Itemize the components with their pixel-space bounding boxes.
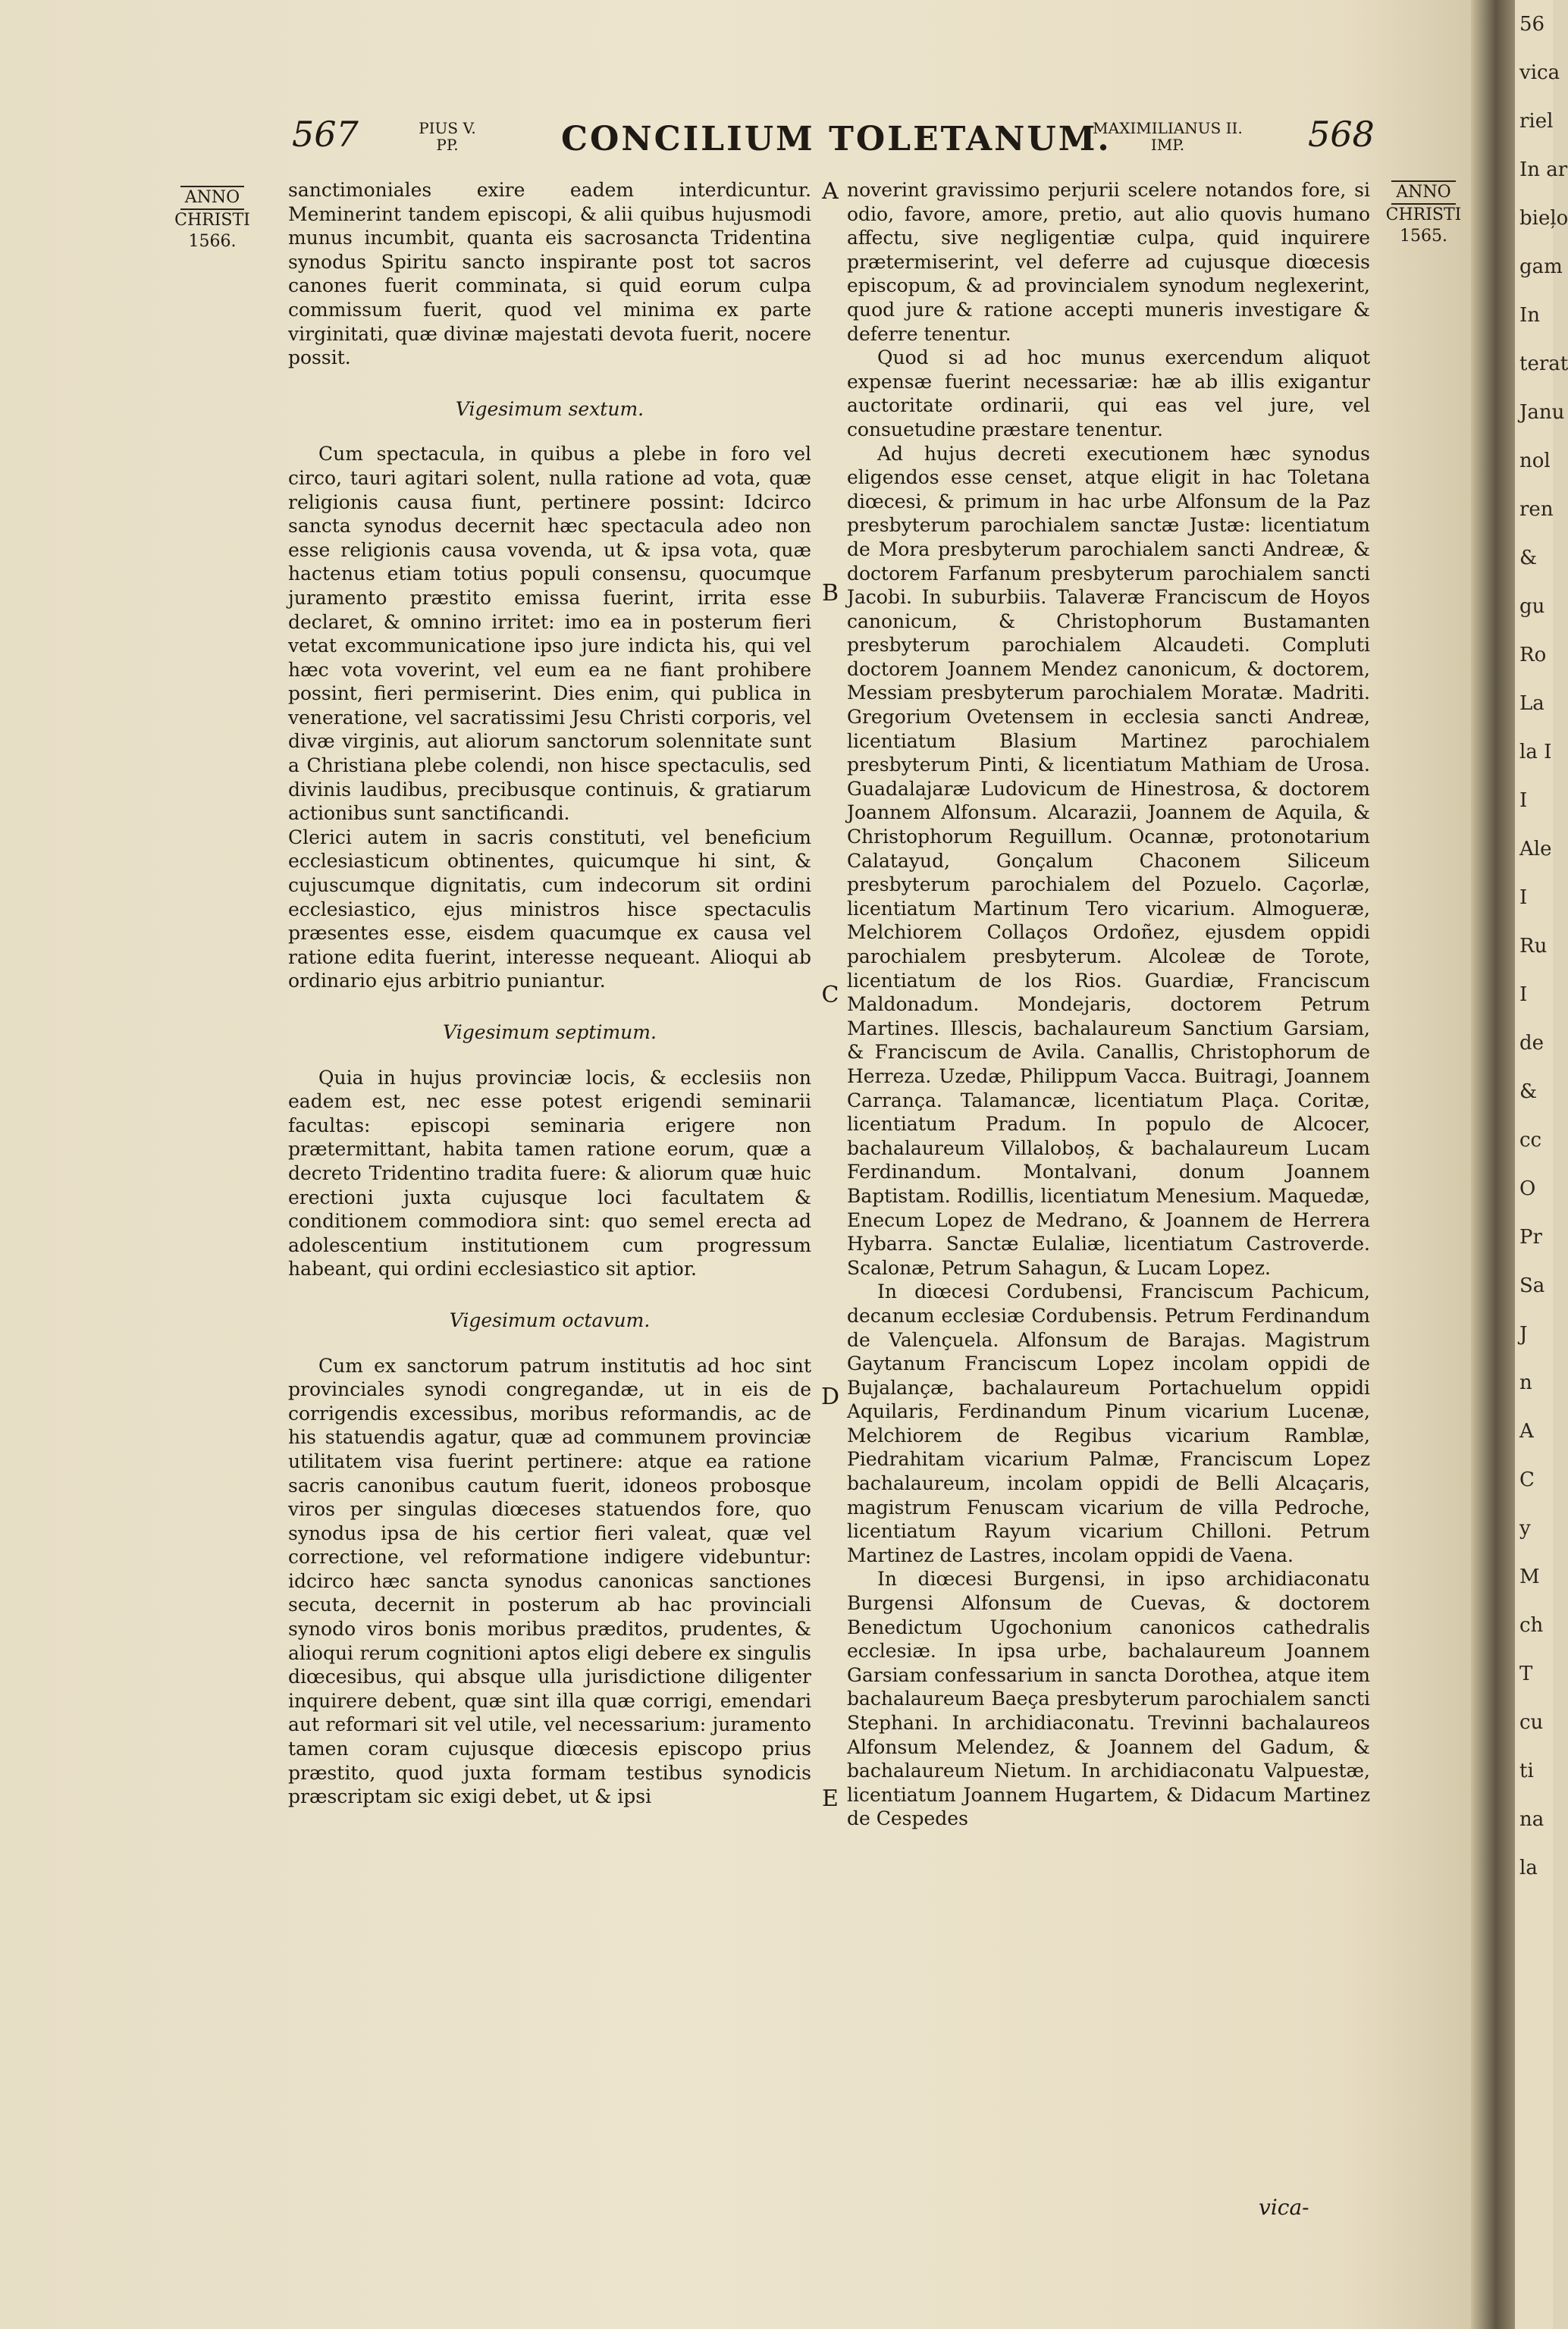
edge-fragment: & (1519, 1080, 1538, 1103)
edge-fragment: y (1519, 1517, 1531, 1540)
edge-fragment: ren (1519, 498, 1554, 521)
facing-page-edge (1515, 0, 1568, 2329)
edge-fragment: gam (1519, 255, 1563, 278)
edge-fragment: 56 (1519, 13, 1545, 36)
edge-fragment: na (1519, 1808, 1544, 1831)
edge-fragment: Sa (1519, 1274, 1545, 1297)
edge-fragment: A (1519, 1420, 1534, 1443)
edge-fragment: riel (1519, 110, 1554, 133)
left-column (288, 178, 811, 1809)
section-heading: Vigesimum sextum. (455, 397, 644, 420)
paragraph: In diœcesi Burgensi, in ipso archidiaconatu Burgensi Alfonsum de Cuevas, & doctorem Benedictum Ugochonium canonicos cathedralis ecclesiæ. In ipsa urbe, bachalaureum Joannem Garsiam confessarium in sancta Dorothea, atque item bachalaureum Baeça presbyterum parochialem sancti Stephani. In archidiaconatu. Trevinni bachalaureos Alfonsum Melendez, & Joannem del Gadum, & bachalaureum Nietum. In archidiaconatu Valpuestæ, licentiatum Joannem Hugartem, & Didacum Martinez de Cespedes (847, 1568, 1370, 1830)
running-header (0, 114, 1490, 167)
edge-fragment: cu (1519, 1711, 1544, 1734)
page-number-right: 568 (1308, 114, 1375, 155)
right-column (847, 178, 1370, 1831)
margin-note-right: ANNO CHRISTI 1565. (1376, 180, 1471, 247)
pius-header: PIUS V. PP. (419, 119, 476, 154)
edge-fragment: Ru (1519, 935, 1548, 958)
edge-fragment: bieļo (1519, 207, 1568, 230)
edge-fragment: terat (1519, 353, 1568, 375)
edge-fragment: I (1519, 886, 1528, 909)
edge-fragment: In (1519, 304, 1541, 327)
paragraph: Quia in hujus provinciæ locis, & ecclesiis non eadem est, nec esse potest erigendi seminarii facultas: episcopi seminaria erigere non prætermittant, habita tamen ratione eorum, quæ a decreto Tridentino tradita fuere: & aliorum quæ huic erectioni juxta cujusque loci facultatem & conditionem commodiora sint: quo semel erecta ad adolescentium institutionem cum progressum habeant, qui ordini ecclesiastico sit aptior. (288, 1066, 811, 1280)
paragraph: In diœcesi Cordubensi, Franciscum Pachicum, decanum ecclesiæ Cordubensis. Petrum Ferdinandum de Valençuela. Alfonsum de Barajas. Magistrum Gaytanum Franciscum Lopez incolam oppidi de Bujalançæ, bachalaureum Portachuelum oppidi Aquilaris, Ferdinandum Pinum vicarium Lucenæ, Melchiorem de Regibus vicarium Ramblæ, Piedrahitam vicarium Palmæ, Franciscum Lopez bachalaureum, incolam oppidi de Belli Alcaçaris, magistrum Fenuscam vicarium de villa Pedroche, licentiatum Rayum vicarium Chilloni. Petrum Martinez de Lastres, incolam oppidi de Vaena. (847, 1280, 1370, 1566)
edge-fragment: Janu (1519, 401, 1565, 424)
edge-fragment: I (1519, 789, 1528, 812)
section-letter: B (821, 580, 839, 607)
edge-fragment: la (1519, 1857, 1538, 1879)
paragraph: Clerici autem in sacris constituti, vel beneficium ecclesiasticum obtinentes, quicumque hi sint, & cujuscumque dignitatis, cum indecorum sit ordini ecclesiastico, ejus ministros hisce spectaculis præsentes esse, eisdem quacumque ex causa vel ratione edita fuerint, interesse nequeant. Alioqui ab ordinario ejus arbitrio puniantur. (288, 826, 811, 992)
edge-fragment: M (1519, 1566, 1540, 1588)
paragraph: Quod si ad hoc munus exercendum aliquot expensæ fuerint necessariæ: hæ ab illis exigantur auctoritate ordinarii, qui eas vel jure, vel consuetudine præstare tenentur. (847, 346, 1370, 440)
paragraph: Cum ex sanctorum patrum institutis ad hoc sint provinciales synodi congregandæ, ut in eis de corrigendis excessibus, moribus reformandis, ac de his statuendis agatur, quæ ad communem provinciæ utilitatem visa fuerint pertinere: atque ea ratione sacris canonibus cautum fuerit, idoneos probosque viros per singulas diœceses statuendos fore, quo synodus ipsa de his certior fieri valeat, quæ vel correctione, vel reformatione indigere videbuntur: idcirco hæc sancta synodus canonicas sanctiones secuta, decernit in posterum ab hac provinciali synodo viros bonis moribus præditos, prudentes, & alioqui rerum cognitioni aptos eligi debere ex singulis diœcesibus, qui absque ulla jurisdictione diligenter inquirere debent, quæ sint illa quæ corrigi, emendari aut reformari sit vel utile, vel necessarium: juramento tamen coram cujusque diœcesis episcopo prius præstito, quod juxta formam testibus synodicis præscriptam sic exigi debet, ut & ipsi (288, 1354, 811, 1808)
edge-fragment: J (1519, 1323, 1528, 1346)
section-heading: Vigesimum septimum. (443, 1021, 657, 1043)
paragraph: sanctimoniales exire eadem interdicuntur. Meminerint tandem episcopi, & alii quibus hujusmodi munus incumbit, quanta eis sacrosancta Tridentina synodus Spiritu sancto inspirante post tot sacros canones fuerit comminata, si quid eorum culpa commissum fuerit, quod vel minima ex parte virginitati, quæ divinæ majestati devota fuerit, nocere possit. (288, 179, 811, 369)
catchword: vica- (1259, 2195, 1309, 2220)
edge-fragment: nol (1519, 450, 1551, 472)
edge-fragment: Pr (1519, 1226, 1542, 1249)
page-number-left: 567 (292, 114, 359, 155)
edge-fragment: gu (1519, 595, 1545, 618)
edge-fragment: cc (1519, 1129, 1542, 1152)
paragraph: Cum spectacula, in quibus a plebe in foro vel circo, tauri agitari solent, nulla ratione ad vota, quæ religionis causa fiunt, pertinere possint: Idcirco sancta synodus decernit hæc spectacula adeo non esse religionis causa vovenda, ut & ipsa vota, quæ hactenus etiam totius populi consensu, quocumque juramento præstito emissa fuerint, irrita esse declaret, & omnino irritet: imo ea in posterum fieri vetat excommunicatione ipso jure indicta his, qui vel hæc vota voverint, vel eum ea ne fiant prohibere possint, fieri permiserint. Dies enim, qui publica in veneratione, vel sacratissimi Jesu Christi corporis, vel divæ virginis, aut aliorum sanctorum solennitate sunt a Christiana plebe colendi, non hisce spectaculis, sed divinis laudibus, precibusque continuis, & gratiarum actionibus sunt sanctificandi. (288, 443, 811, 825)
edge-fragment: & (1519, 547, 1538, 569)
margin-note-left: ANNO CHRISTI 1566. (163, 186, 262, 252)
edge-fragment: Ale (1519, 838, 1552, 860)
section-letter: D (820, 1384, 840, 1410)
paragraph: noverint gravissimo perjurii scelere notandos fore, si odio, favore, amore, pretio, aut alio quovis humano affectu, sive negligentiæ culpa, quid inquirere prætermiserint, vel deferre ad cujusque diœcesis episcopum, & ad provincialem synodum neglexerint, quod jure & ratione accepti muneris investigare & deferre tenentur. (847, 179, 1370, 345)
edge-fragment: de (1519, 1032, 1544, 1055)
edge-fragment: n (1519, 1371, 1532, 1394)
section-letter: A (822, 178, 839, 205)
edge-fragment: La (1519, 692, 1544, 715)
edge-fragment: ch (1519, 1614, 1544, 1637)
edge-fragment: la I (1519, 741, 1552, 763)
edge-fragment: ti (1519, 1760, 1534, 1782)
edge-fragment: Ro (1519, 644, 1547, 666)
edge-fragment: O (1519, 1177, 1536, 1200)
maximilianus-header: MAXIMILIANUS II. IMP. (1093, 119, 1243, 154)
edge-fragment: vica (1519, 61, 1560, 84)
edge-fragment: I (1519, 983, 1528, 1006)
edge-fragment: T (1519, 1663, 1533, 1685)
book-gutter (1471, 0, 1516, 2329)
edge-fragment: In ar (1519, 158, 1568, 181)
section-heading: Vigesimum octavum. (449, 1309, 651, 1331)
edge-fragment: C (1519, 1469, 1535, 1491)
paragraph: Ad hujus decreti executionem hæc synodus eligendos esse censet, atque eligit in hac Toletana diœcesi, & primum in hac urbe Alfonsum de la Paz presbyterum parochialem sanctæ Justæ: licentiatum de Mora presbyterum parochialem sancti Andreæ, & doctorem Farfanum presbyterum parochialem sancti Jacobi. In suburbiis. Talaveræ Franciscum de Hoyos canonicum, & Christophorum Bustamanten presbyterum parochialem Alcaudeti. Compluti doctorem Joannem Mendez canonicum, & doctorem, Messiam presbyterum parochialem Moratæ. Madriti. Gregorium Ovetensem in ecclesia sancti Andreæ, licentiatum Blasium Martinez parochialem presbyterum Pinti, & licentiatum Mathiam de Urosa. Guadalajaræ Ludovicum de Hinestrosa, & doctorem Joannem Alfonsum. Alcarazii, Joannem de Aquila, & Christophorum Reguillum. Ocannæ, protonotarium Calatayud, Gonçalum Chaconem Siliceum presbyterum parochialem del Pozuelo. Caçorlæ, licentiatum Martinum Tero vicarium. Almogueræ, Melchiorem Collaços Ordoñez, ejusdem oppidi parochialem presbyterum. Alcoleæ de Torote, licentiatum de los Rios. Guardiæ, Franciscum Maldonadum. Mondejaris, doctorem Petrum Martines. Illescis, bachalaureum Sanctium Garsiam, & Franciscum de Avila. Canallis, Christophorum de Herreza. Uzedæ, Philippum Vacca. Buitragi, Joannem Carrança. Talamancæ, licentiatum Plaça. Coritæ, licentiatum Pradum. In populo de Alcocer, bachalaureum Villaloboș, & bachalaureum Lucam Ferdinandum. Montalvani, donum Joannem Baptistam. Rodillis, licentiatum Menesium. Maquedæ, Enecum Lopez de Medrano, & Joannem de Herrera Hybarra. Sanctæ Eulaliæ, licentiatum Castroverde. Scalonæ, Petrum Sahagun, & Lucam Lopez. (847, 442, 1370, 1279)
section-letter: C (821, 982, 839, 1008)
page-title: CONCILIUM TOLETANUM. (561, 120, 1112, 158)
section-letter: E (822, 1785, 839, 1812)
